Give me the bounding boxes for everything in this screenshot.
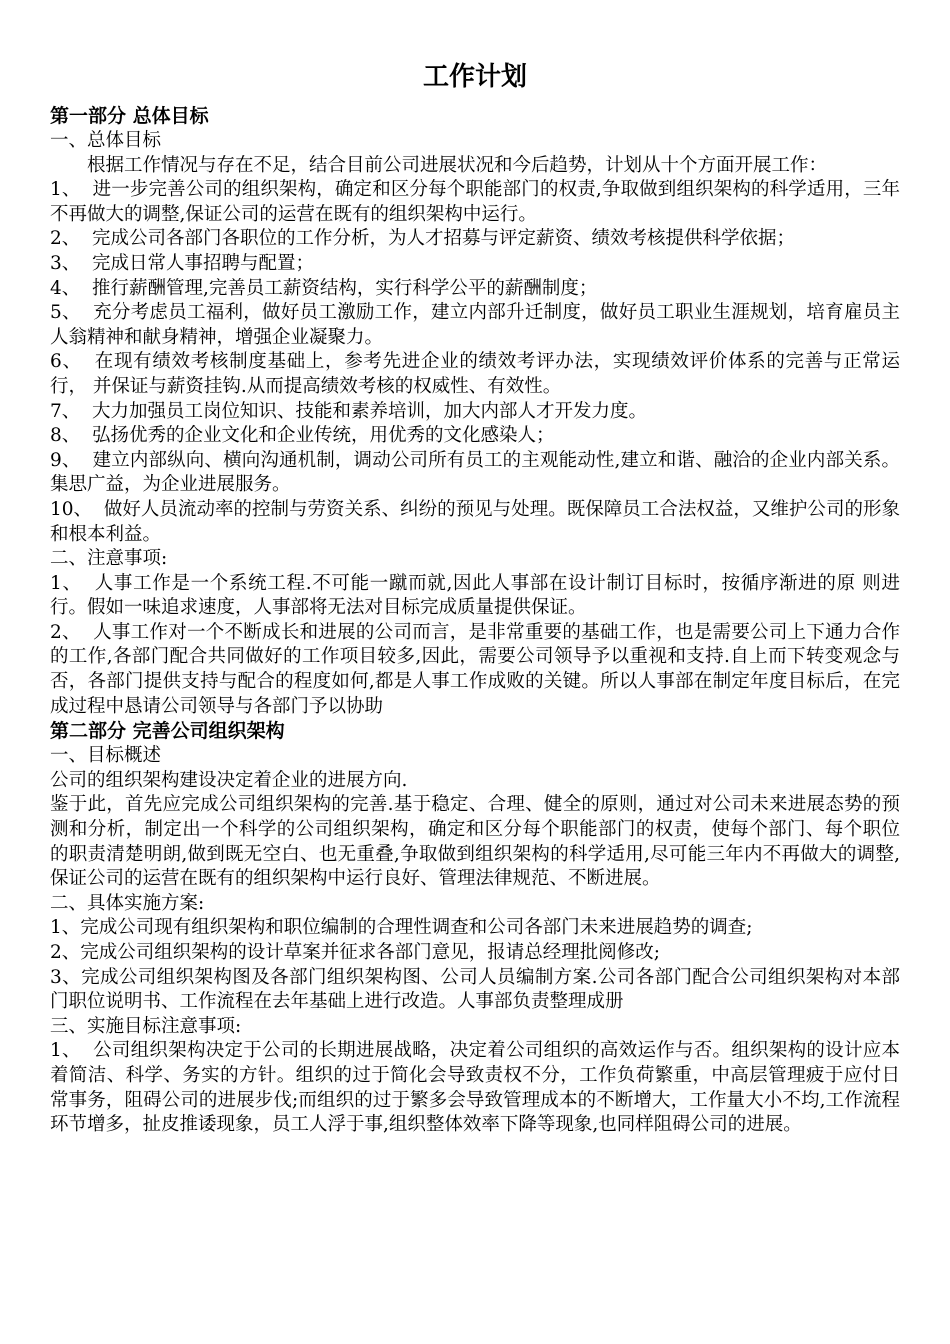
goal-item-6 bbox=[50, 350, 900, 399]
part2-section3-heading: 三、实施目标注意事项: bbox=[50, 1015, 242, 1037]
goal-item-number: 4、 bbox=[50, 277, 93, 299]
part2-heading: 第二部分 完善公司组织架构 bbox=[50, 720, 285, 743]
goal-item-number: 3、 bbox=[50, 252, 93, 274]
plan-item-3: 3、完成公司组织架构图及各部门组织架构图、公司人员编制方案.公司各部门配合公司组织架构对本部门职位说明书、工作流程在去年基础上进行改造。人事部负责整理成册 bbox=[50, 966, 900, 1013]
goal-item-number: 9、 bbox=[50, 449, 93, 471]
goal-item-text: 在现有绩效考核制度基础上，参考先进企业的绩效考评办法，实现绩效评价体系的完善与正常运行， 并保证与薪资挂钩.从而提高绩效考核的权威性、有效性。 bbox=[50, 351, 900, 397]
part1-section2-heading: 二、注意事项: bbox=[50, 548, 168, 570]
goal-item-text: 完成公司各部门各职位的工作分析，为人才招募与评定薪资、绩效考核提供科学依据； bbox=[92, 228, 796, 250]
document-title: 工作计划 bbox=[422, 62, 527, 92]
note-text: 人事工作是一个系统工程.不可能一蹴而就,因此人事部在设计制订目标时，按循序渐进的原 则进行。假如一味追求速度，人事部将无法对目标完成质量提供保证。 bbox=[50, 572, 900, 619]
plan-item-2: 2、完成公司组织架构的设计草案并征求各部门意见，报请总经理批阅修改; bbox=[50, 942, 661, 963]
document-body bbox=[50, 58, 900, 1138]
goal-item-4 bbox=[50, 277, 900, 302]
part1-note-2 bbox=[50, 621, 900, 719]
part2-paragraph-2: 鉴于此，首先应完成公司组织架构的完善.基于稳定、合理、健全的原则，通过对公司未来进展态势的预测和分析，制定出一个科学的公司组织架构，确定和区分每个职能部门的权责，使每个部门、每个职位的职责清楚明朗,做到既无空白、也无重叠,争取做到组织架构的科学适用,尽可能三年内不再做大的调整,保证公司的运营在既有的组织架构中运行良好、管理法律规范、不断进展。 bbox=[50, 794, 900, 890]
plan-item-1: 1、完成公司现有组织架构和职位编制的合理性调查和公司各部门未来进展趋势的调查; bbox=[50, 917, 753, 939]
part2-section1-heading: 一、目标概述 bbox=[50, 745, 162, 767]
goal-item-text: 完成日常人事招聘与配置； bbox=[92, 252, 315, 274]
goal-item-3 bbox=[50, 252, 900, 277]
part1-intro-paragraph: 根据工作情况与存在不足，结合目前公司进展状况和今后趋势，计划从十个方面开展工作： bbox=[87, 154, 828, 176]
note-text: 公司组织架构决定于公司的长期进展战略，决定着公司组织的高效运作与否。组织架构的设计应本着简洁、科学、务实的方针。组织的过于简化会导致责权不分，工作负荷繁重，中高层管理疲于应付日常事务，阻碍公司的进展步伐;而组织的过于繁多会导致管理成本的不断增大，工作量大小不均,工作流程环节增多，扯皮推诿现象，员工人浮于事,组织整体效率下降等现象,也同样阻碍公司的进展。 bbox=[50, 1040, 900, 1136]
goal-item-text: 建立内部纵向、横向沟通机制，调动公司所有员工的主观能动性,建立和谐、融洽的企业内部关系。集思广益，为企业进展服务。 bbox=[50, 449, 900, 496]
goal-item-text: 充分考虑员工福利，做好员工激励工作，建立内部升迁制度，做好员工职业生涯规划，培育雇员主 人翁精神和献身精神，增强企业凝聚力。 bbox=[50, 302, 900, 348]
goal-item-5 bbox=[50, 301, 900, 350]
goal-item-1 bbox=[50, 178, 900, 227]
goal-item-number: 6、 bbox=[50, 351, 95, 373]
goal-item-number: 10、 bbox=[50, 498, 104, 520]
goal-item-2 bbox=[50, 227, 900, 252]
goal-item-8 bbox=[50, 424, 900, 449]
note-number: 2、 bbox=[50, 621, 94, 643]
goal-item-9 bbox=[50, 449, 900, 498]
note-number: 1、 bbox=[50, 572, 95, 594]
part1-heading: 第一部分 总体目标 bbox=[50, 105, 209, 127]
goal-item-number: 2、 bbox=[50, 228, 93, 250]
goal-item-7 bbox=[50, 400, 900, 425]
goal-item-text: 推行薪酬管理,完善员工薪资结构，实行科学公平的薪酬制度； bbox=[92, 277, 598, 299]
goal-item-text: 弘扬优秀的企业文化和企业传统，用优秀的文化感染人； bbox=[92, 425, 555, 447]
goal-item-text: 大力加强员工岗位知识、技能和素养培训，加大内部人才开发力度。 bbox=[92, 400, 648, 422]
goal-item-number: 8、 bbox=[50, 425, 93, 447]
part2-section2-heading: 二、具体实施方案: bbox=[50, 892, 205, 914]
goal-item-10 bbox=[50, 498, 900, 547]
part2-note-1 bbox=[50, 1039, 900, 1137]
goal-item-number: 5、 bbox=[50, 302, 94, 324]
part1-note-1 bbox=[50, 572, 900, 621]
goal-item-number: 1、 bbox=[50, 179, 93, 201]
goal-item-text: 做好人员流动率的控制与劳资关系、纠纷的预见与处理。既保障员工合法权益，又维护公司的形象和根本利益。 bbox=[50, 498, 900, 545]
goal-item-text: 进一步完善公司的组织架构，确定和区分每个职能部门的权责,争取做到组织架构的科学适用，三年不再做大的调整,保证公司的运营在既有的组织架构中运行。 bbox=[50, 179, 900, 225]
note-text: 人事工作对一个不断成长和进展的公司而言，是非常重要的基础工作，也是需要公司上下通力合作的工作,各部门配合共同做好的工作项目较多,因此，需要公司领导予以重视和支持.自上而下转变观念与否，各部门提供支持与配合的程度如何,都是人事工作成败的关键。所以人事部在制定年度目标后，在完成过程中恳请公司领导与各部门予以协助 bbox=[50, 621, 900, 717]
part2-paragraph-1: 公司的组织架构建设决定着企业的进展方向. bbox=[50, 769, 408, 791]
part1-section1-heading: 一、总体目标 bbox=[50, 130, 162, 151]
goal-item-number: 7、 bbox=[50, 400, 93, 422]
note-number: 1、 bbox=[50, 1040, 94, 1062]
